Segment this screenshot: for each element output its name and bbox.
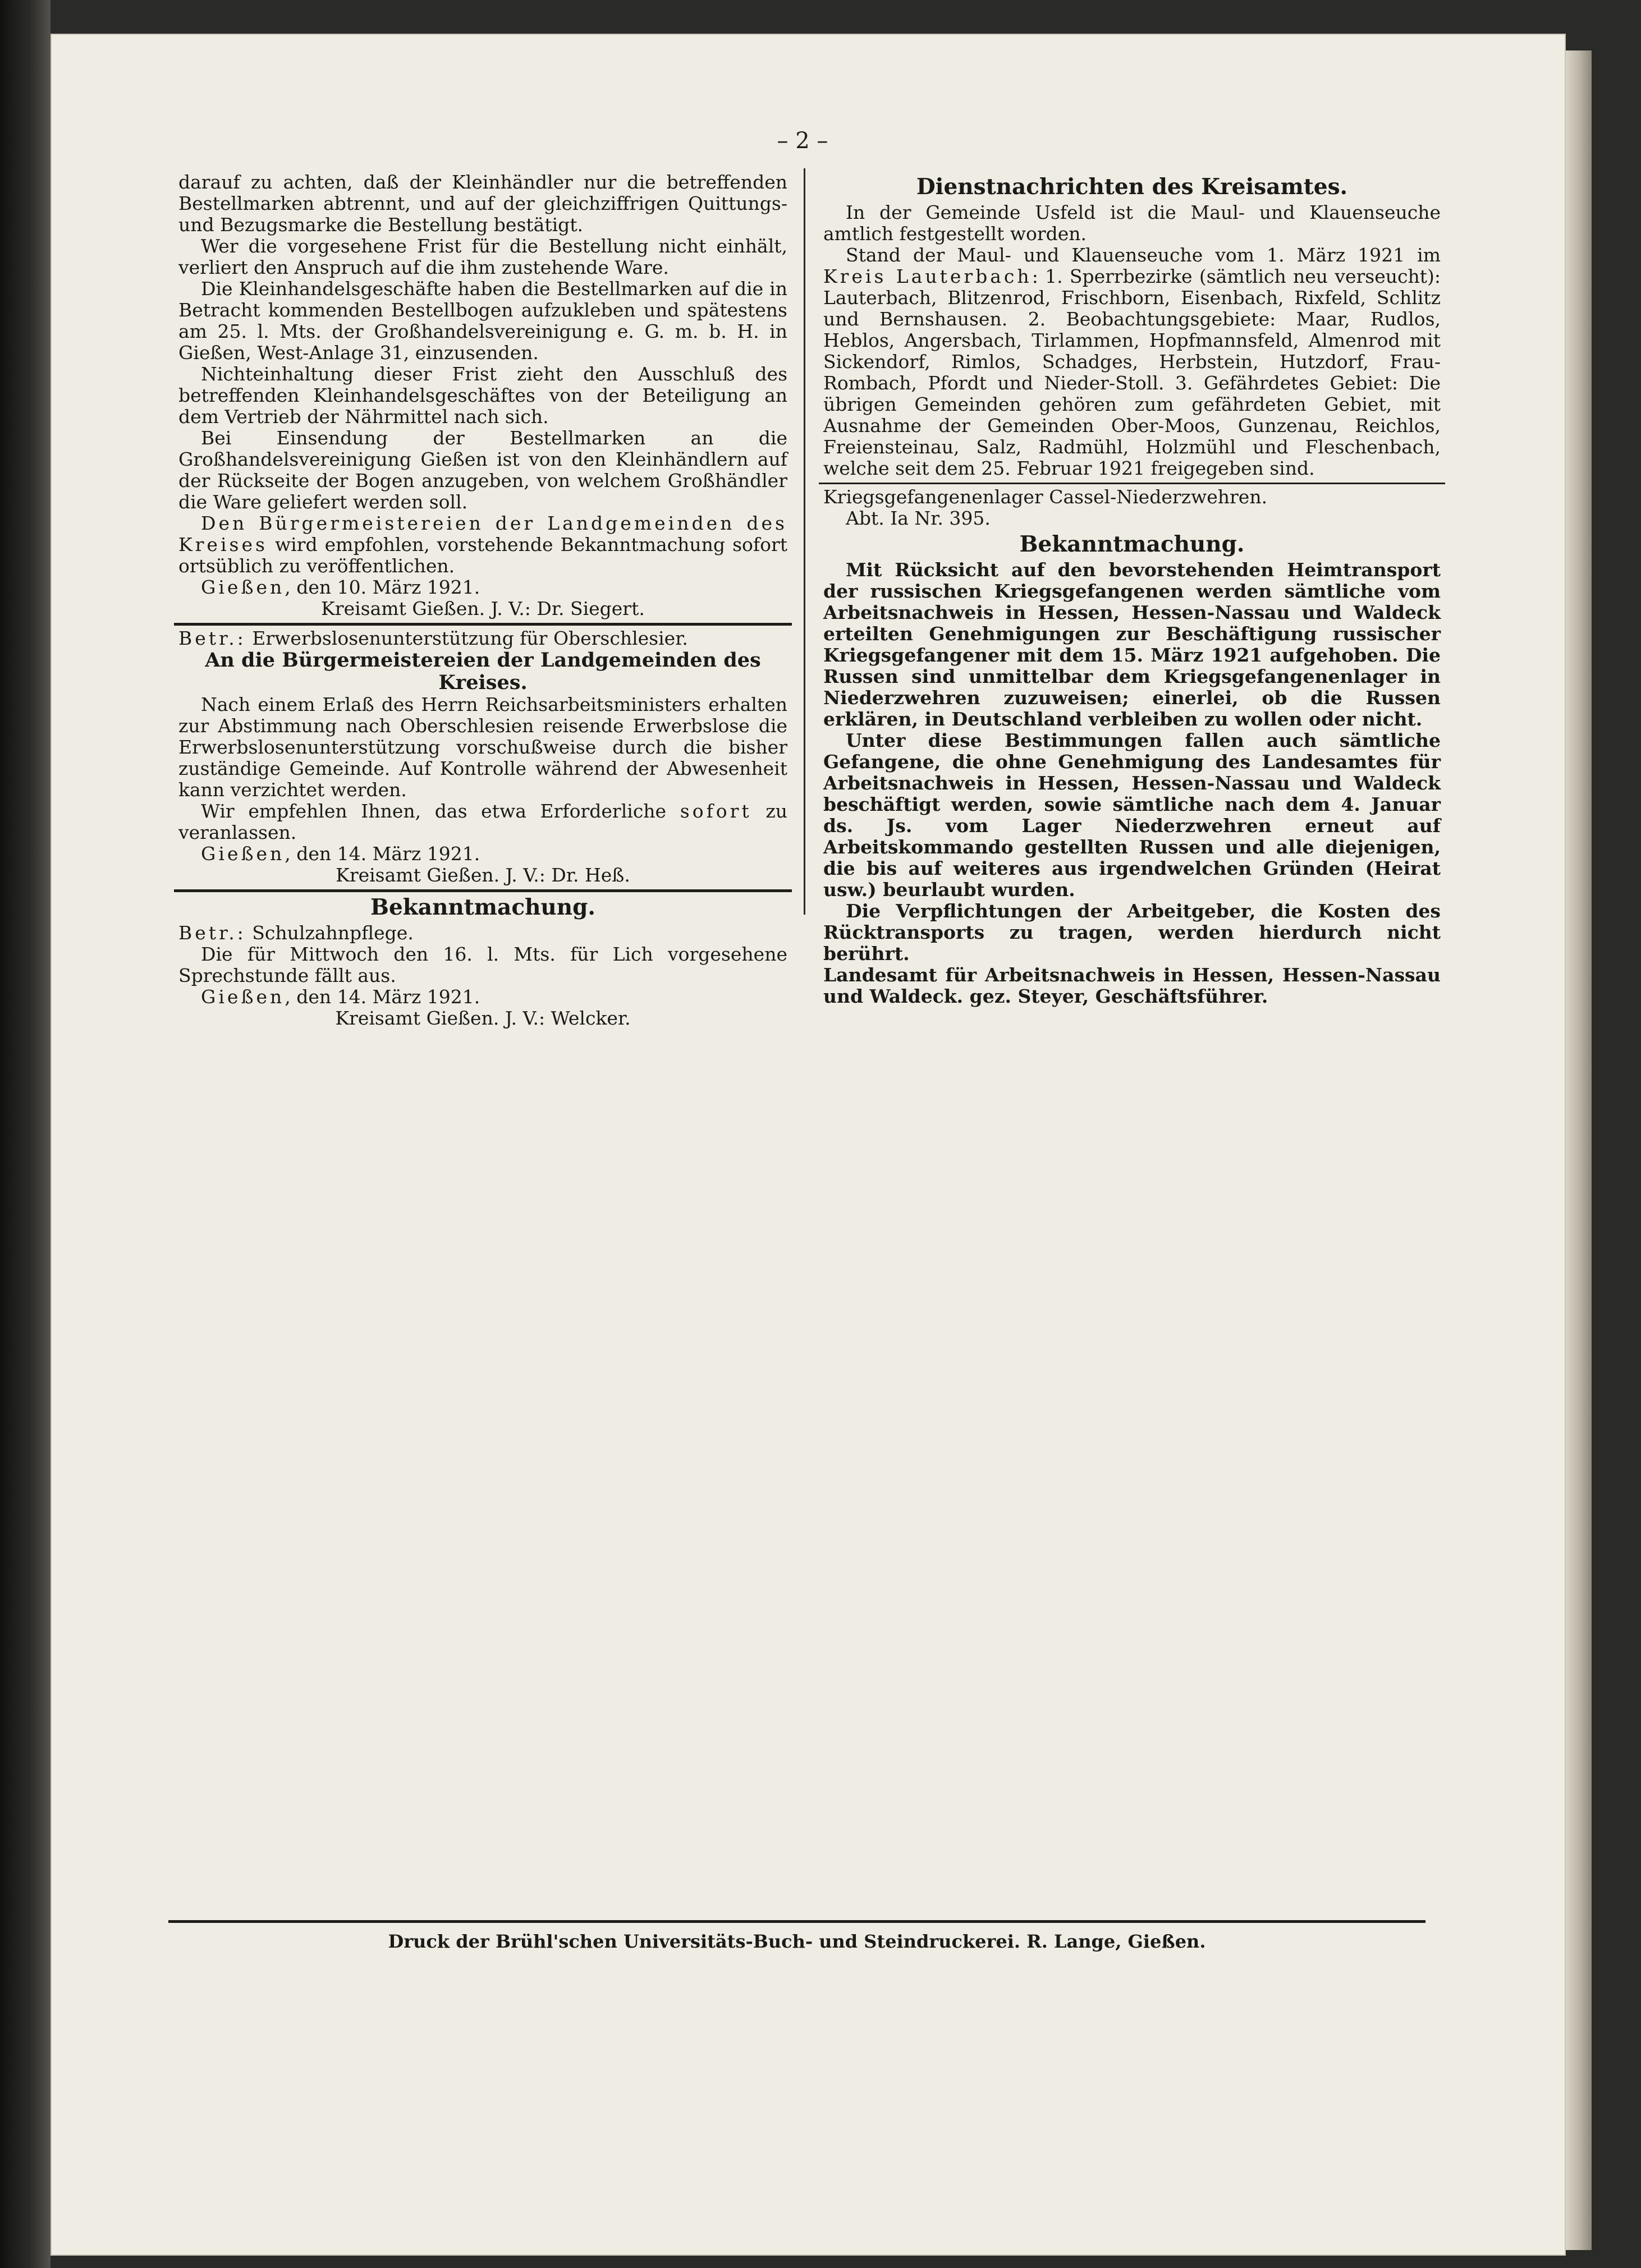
date-line-2 [178, 843, 787, 865]
betr-label: Betr.: [178, 922, 246, 944]
left-paragraph-8 [178, 801, 787, 843]
lager-line-1: Kriegsgefangenenlager Cassel-Niederzwehren. [823, 486, 1268, 508]
footer-rule [168, 1920, 1425, 1923]
left-paragraph-7: Nach einem Erlaß des Herrn Reichsarbeitsministers erhalten zur Abstimmung nach Oberschlesien reisende Erwerbslose die Erwerbslosenunterstützung vorschußweise durch die bisher zuständige Gemeinde. Auf Kontrolle während der Abwesenheit kann verzichtet werden. [178, 694, 787, 801]
date-rest: , den 10. März 1921. [285, 576, 480, 598]
betr-line-3 [178, 922, 787, 944]
date-place: Gießen [201, 576, 285, 598]
scan-background-left [0, 0, 51, 2268]
left-paragraph-1: darauf zu achten, daß der Kleinhändler nur die betreffenden Bestellmarken abtrennt, und auf der gleichziffrigen Quittungs- und Bezugsmarke die Bestellung bestätigt. [178, 171, 787, 236]
p2-start: Stand der Maul- und Klauenseuche vom 1. März 1921 im [846, 244, 1441, 266]
date-line-1 [178, 577, 787, 598]
date-rest: , den 14. März 1921. [285, 986, 480, 1008]
right-paragraph-4: Unter diese Bestimmungen fallen auch sämtliche Gefangene, die ohne Genehmigung des Landesamtes für Arbeitsnachweis in Hessen, Hessen-Nassau und Waldeck beschäftigt werden, sowie sämtliche nach dem 4. Januar ds. Js. vom Lager Niederzwehren erneut auf Arbeitskommando gestellten Russen und alle diejenigen, die bis auf weiteres aus irgendwelchen Gründen (Heirat usw.) beurlaubt wurden. [823, 729, 1441, 901]
left-paragraph-2: Wer die vorgesehene Frist für die Bestellung nicht einhält, verliert den Anspruch auf die ihm zustehende Ware. [178, 235, 787, 278]
p2-rest: : 1. Sperrbezirke (sämtlich neu verseucht): Lauterbach, Blitzenrod, Frischborn, Eisenbach, Rixfeld, Schlitz und Bernshausen. 2. Beobachtungsgebiete: Maar, Rudlos, Heblos, Angersbach, Tirlammen, Hopfmannsfeld, Almenrod mit Sickendorf, Rimlos, Schadges, Herbstein, Hutzdorf, Frau-Rombach, Pfordt und Nieder-Stoll. 3. Gefährdetes Gebiet: Die übrigen Gemeinden gehören zum gefährdeten Gebiet, mit Ausnahme der Gemeinden Ober-Moos, Gunzenau, Reichlos, Freiensteinau, Salz, Radmühl, Holzmühl und Fleschenbach, welche seit dem 25. Februar 1921 freigegeben sind. [823, 265, 1441, 479]
right-signature: Landesamt für Arbeitsnachweis in Hessen, Hessen-Nassau und Waldeck. gez. Steyer, Geschäftsführer. [823, 964, 1441, 1007]
left-column [178, 172, 787, 1029]
betr-label: Betr.: [178, 627, 246, 649]
betr-text: Erwerbslosenunterstützung für Oberschlesier. [246, 627, 688, 649]
betr-line-2 [178, 628, 787, 649]
right-column [823, 172, 1441, 1007]
left-paragraph-5: Bei Einsendung der Bestellmarken an die Großhandelsvereinigung Gießen ist von den Kleinhändlern auf der Rückseite der Bogen anzugeben, von welchem Großhändler die Ware geliefert werden soll. [178, 427, 787, 513]
date-place: Gießen [201, 843, 285, 865]
right-paragraph-5: Die Verpflichtungen der Arbeitgeber, die Kosten des Rücktransports zu tragen, werden hierdurch nicht berührt. [823, 900, 1441, 965]
left-paragraph-3: Die Kleinhandelsgeschäfte haben die Bestellmarken auf die in Betracht kommenden Bestellbogen aufzukleben und spätestens am 25. l. Mts. der Großhandelsvereinigung e. G. m. b. H. in Gießen, West-Anlage 31, einzusenden. [178, 278, 787, 364]
betr-text: Schulzahnpflege. [246, 922, 414, 944]
column-divider [804, 168, 805, 915]
lager-line-2: Abt. Ia Nr. 395. [846, 507, 991, 529]
right-paragraph-2 [823, 245, 1441, 479]
signature-3: Kreisamt Gießen. J. V.: Welcker. [335, 1007, 631, 1029]
section-heading-3: Bekanntmachung. [370, 894, 595, 920]
section-rule [174, 623, 792, 626]
left-paragraph-4: Nichteinhaltung dieser Frist zieht den Ausschluß des betreffenden Kleinhandelsgeschäftes von der Beteiligung an dem Vertrieb der Nährmittel nach sich. [178, 363, 787, 428]
p8-start: Wir empfehlen Ihnen, das etwa Erforderliche [201, 800, 680, 822]
date-line-3 [178, 986, 787, 1008]
page-edge-shadow [1566, 50, 1592, 2250]
right-paragraph-1: In der Gemeinde Usfeld ist die Maul- und Klauenseuche amtlich festgestellt worden. [823, 201, 1441, 245]
p8-emphasis: sofort [680, 800, 752, 822]
spaced-addressee: Den Bürgermeistereien der Landgemeinden des Kreises [178, 512, 787, 555]
left-paragraph-6 [178, 513, 787, 577]
section-rule [819, 483, 1445, 484]
section-heading-2: An die Bürgermeistereien der Landgemeinden des Kreises. [205, 649, 761, 694]
printer-imprint: Druck der Brühl'schen Universitäts-Buch- und Steindruckerei. R. Lange, Gießen. [388, 1931, 1206, 1952]
right-paragraph-3: Mit Rücksicht auf den bevorstehenden Heimtransport der russischen Kriegsgefangenen werden sämtliche vom Arbeitsnachweis in Hessen, Hessen-Nassau und Waldeck erteilten Genehmigungen zur Beschäftigung russischer Kriegsgefangener mit dem 15. März 1921 aufgehoben. Die Russen sind unmittelbar dem Kriegsgefangenenlager in Niederzwehren zuzuweisen; einerlei, ob die Russen erklären, in Deutschland verbleiben zu wollen oder nicht. [823, 559, 1441, 730]
p2-kreis: Kreis Lauterbach [823, 265, 1032, 287]
section-heading-dienstnachrichten: Dienstnachrichten des Kreisamtes. [916, 174, 1348, 200]
page-number: – 2 – [777, 128, 828, 154]
signature-1: Kreisamt Gießen. J. V.: Dr. Siegert. [321, 598, 645, 619]
date-rest: , den 14. März 1921. [285, 843, 480, 865]
section-heading-bekanntmachung: Bekanntmachung. [1019, 531, 1245, 557]
signature-2: Kreisamt Gießen. J. V.: Dr. Heß. [336, 864, 630, 886]
p8-end: zu veranlassen. [178, 800, 787, 843]
left-paragraph-6-rest: wird empfohlen, vorstehende Bekanntmachung sofort ortsüblich zu veröffentlichen. [178, 534, 787, 577]
date-place: Gießen [201, 986, 285, 1008]
section-rule [174, 889, 792, 892]
left-paragraph-9: Die für Mittwoch den 16. l. Mts. für Lich vorgesehene Sprechstunde fällt aus. [178, 943, 787, 986]
